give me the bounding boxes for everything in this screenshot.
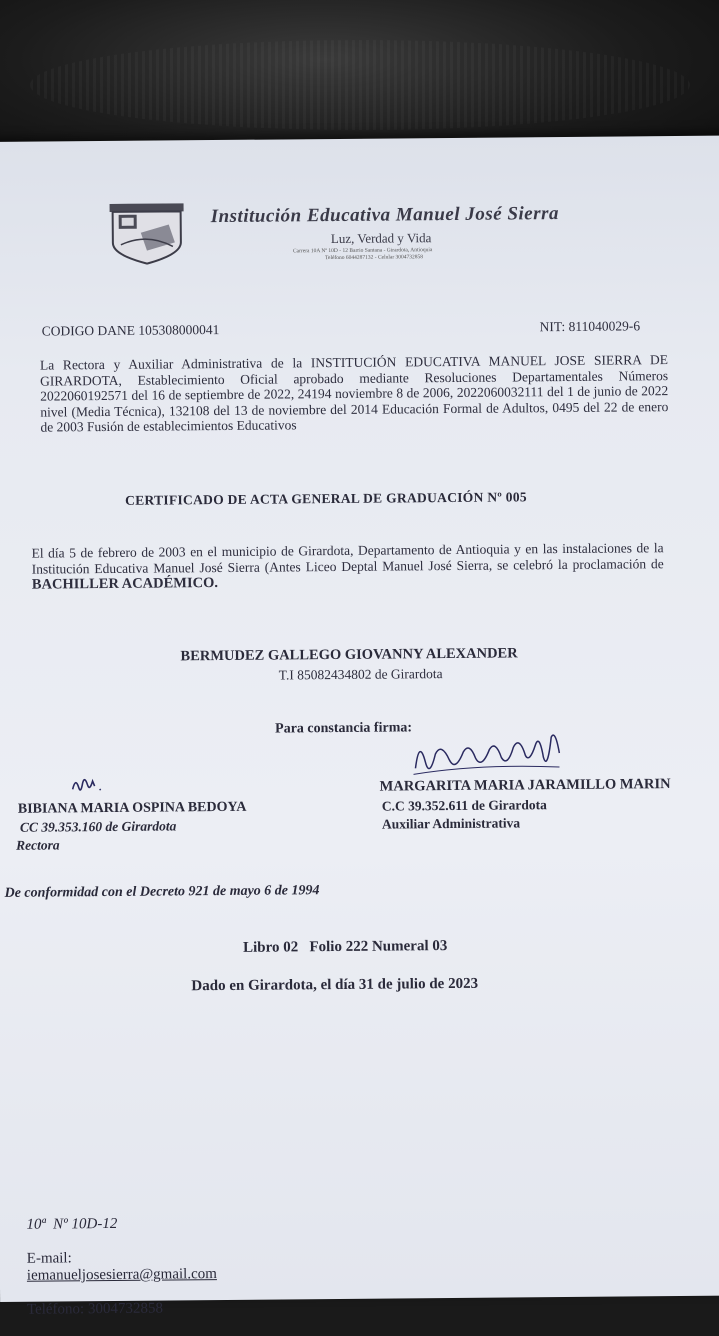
auxiliar-id: C.C 39.352.611 de Girardota <box>381 797 547 814</box>
footer-email-label: E-mail: <box>26 1250 72 1267</box>
certificate-title: CERTIFICADO DE ACTA GENERAL DE GRADUACIÓN Nº 005 <box>125 489 527 508</box>
dane-code: CODIGO DANE 105308000041 <box>41 322 220 339</box>
rectora-signature <box>69 769 109 799</box>
degree-name: BACHILLER ACADÉMICO. <box>31 575 219 593</box>
intro-paragraph: La Rectora y Auxiliar Administrativa de la INSTITUCIÓN EDUCATIVA MANUEL JOSE SIERRA DE GIRARDOTA, Establecimiento Oficial aprobado mediante Resoluciones Departamentales Números 2022060192571 del 16 de septiembre de 2022, 24194 noviembre 8 de 2006, 2022060032111 del 1 de junio de 2022 nivel (Media Técnica), 132108 del 13 de noviembre del 2014 Educación Formal de Adultos, 0495 del 22 de enero de 2003 Fusión de establecimientos Educativos <box>39 352 669 435</box>
institution-phone: Teléfono 6044287132 - Celular 3004732858 <box>324 254 424 262</box>
institution-name: Institución Educativa Manuel José Sierra <box>210 203 560 228</box>
proclamation-paragraph <box>32 540 664 593</box>
footer <box>11 1198 217 1336</box>
registry-line: Libro 02 Folio 222 Numeral 03 <box>242 938 448 956</box>
issued-line: Dado en Girardota, el día 31 de julio de 2023 <box>191 975 479 995</box>
school-crest-logo <box>109 202 186 265</box>
nit-code: NIT: 811040029-6 <box>539 318 641 335</box>
signature-intro: Para constancia firma: <box>275 720 413 737</box>
proclamation-text: El día 5 de febrero de 2003 en el municipio de Girardota, Departamento de Antioquia y en las instalaciones de la Institución Educativa Manuel José Sierra (Antes Liceo Deptal Manuel José Sierra, se celebró la proclamación de <box>31 540 664 577</box>
rectora-id: CC 39.353.160 de Girardota <box>19 818 177 835</box>
institution-motto: Luz, Verdad y Vida <box>330 230 432 247</box>
graduate-name: BERMUDEZ GALLEGO GIOVANNY ALEXANDER <box>180 645 518 665</box>
rectora-role: Rectora <box>16 837 60 853</box>
graduate-id: T.I 85082434802 de Girardota <box>278 666 443 683</box>
auxiliar-role: Auxiliar Administrativa <box>381 815 521 832</box>
decree-line: De conformidad con el Decreto 921 de mayo 6 de 1994 <box>4 883 320 901</box>
auxiliar-name: MARGARITA MARIA JARAMILLO MARIN <box>379 776 671 795</box>
footer-phone: Teléfono: 3004732858 <box>26 1300 164 1318</box>
footer-address: 10ª Nº 10D-12 <box>26 1215 118 1233</box>
institution-address: Carrera 10A Nº 10D - 12 Barrio Santana - Girardota, Antioquia <box>292 247 433 255</box>
rectora-name: BIBIANA MARIA OSPINA BEDOYA <box>17 799 247 817</box>
certificate-document <box>0 136 719 1318</box>
footer-email-link[interactable]: iemanueljosesierra@gmail.com <box>26 1266 217 1284</box>
